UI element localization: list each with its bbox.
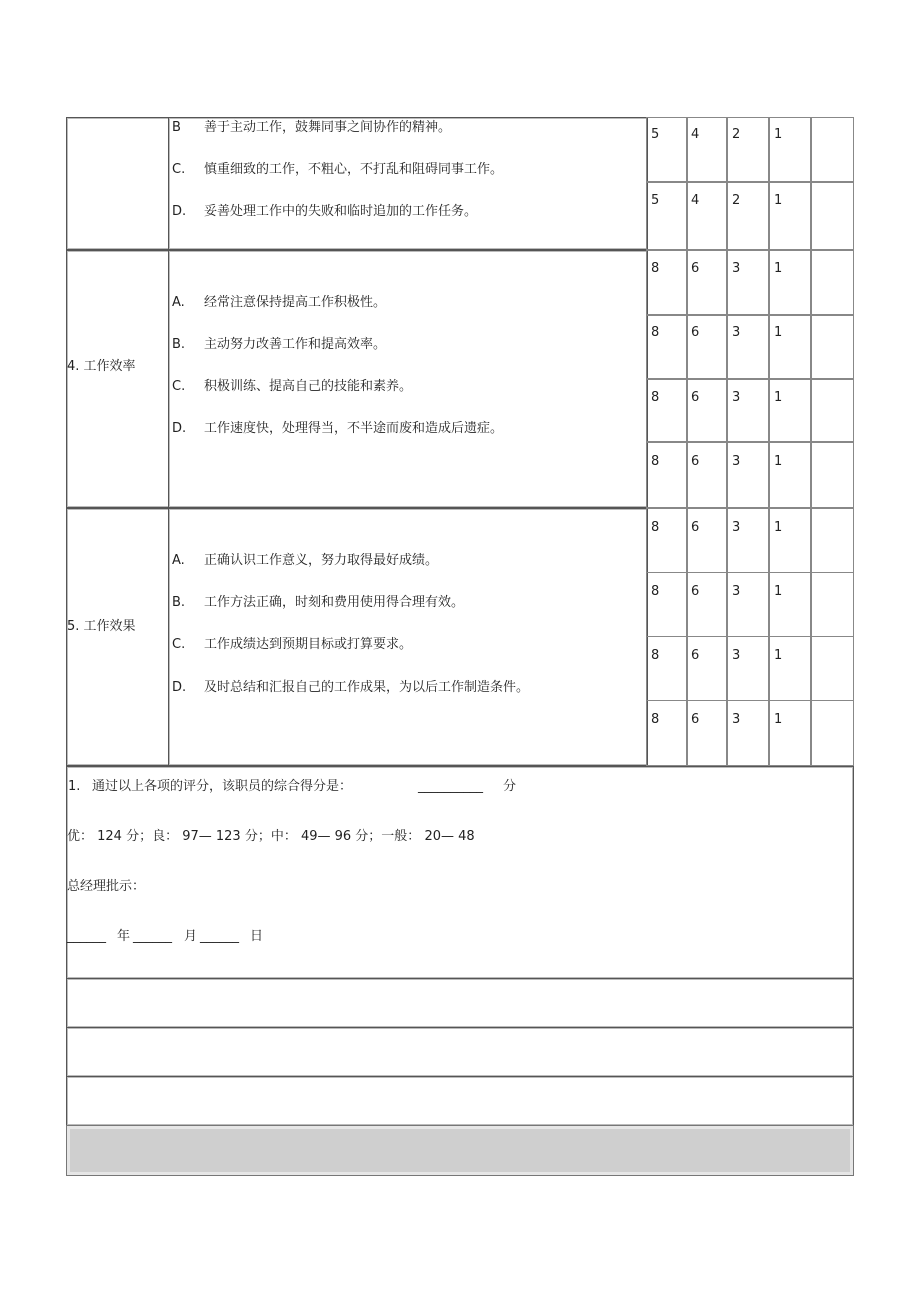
- summary-score-blank: __________: [418, 779, 483, 794]
- date-year-label: 年: [117, 929, 131, 944]
- score-value: 1: [774, 584, 783, 599]
- score-cell: [726, 441, 770, 508]
- summary-score-unit: 分: [503, 779, 517, 794]
- score-cell: [646, 441, 688, 508]
- score-value: 6: [691, 712, 700, 727]
- grading-scale: 优： 124 分；良： 97— 123 分；中： 49— 96 分；一般： 20— 48: [67, 829, 475, 844]
- score-value: 6: [691, 454, 700, 469]
- score-cell: [810, 508, 854, 573]
- score-cell: [768, 250, 812, 315]
- score-cell: [686, 250, 728, 315]
- score-value: 6: [691, 584, 700, 599]
- score-cell: [768, 636, 812, 701]
- score-cell: [810, 250, 854, 315]
- section5-item-a-letter: A.: [172, 553, 185, 568]
- score-cell: [646, 636, 688, 701]
- section5-item-c-letter: C.: [172, 637, 186, 652]
- score-cell: [686, 441, 728, 508]
- approval-label: 总经理批示：: [67, 879, 146, 894]
- score-cell: [726, 508, 770, 573]
- score-value: 1: [774, 193, 783, 208]
- score-value: 1: [774, 127, 783, 142]
- empty-row: [66, 1076, 854, 1126]
- score-cell: [726, 636, 770, 701]
- score-cell: [686, 572, 728, 637]
- score-cell: [810, 700, 854, 766]
- section3-item-c-letter: C.: [172, 162, 186, 177]
- section5-item-c-text: 工作成绩达到预期目标或打算要求。: [204, 637, 413, 652]
- score-value: 8: [651, 454, 660, 469]
- score-value: 8: [651, 712, 660, 727]
- section5-item-a-text: 正确认识工作意义，努力取得最好成绩。: [204, 553, 439, 568]
- date-month-blank: ______: [133, 929, 172, 944]
- score-value: 6: [691, 648, 700, 663]
- section5-label: 5. 工作效果: [67, 619, 136, 634]
- section5-item-d-letter: D.: [172, 680, 187, 695]
- score-value: 3: [732, 584, 741, 599]
- score-value: 8: [651, 648, 660, 663]
- section4-label: 4. 工作效率: [67, 359, 136, 374]
- score-cell: [810, 636, 854, 701]
- score-cell: [768, 700, 812, 766]
- score-value: 4: [691, 127, 700, 142]
- section5-item-d-text: 及时总结和汇报自己的工作成果，为以后工作制造条件。: [204, 680, 530, 695]
- score-cell: [726, 572, 770, 637]
- score-value: 4: [691, 193, 700, 208]
- score-value: 8: [651, 261, 660, 276]
- score-value: 1: [774, 261, 783, 276]
- section3-item-b-letter: B: [172, 120, 181, 135]
- score-cell: [726, 250, 770, 315]
- score-value: 1: [774, 325, 783, 340]
- empty-row: [66, 1027, 854, 1077]
- section4-item-b-letter: B.: [172, 337, 186, 352]
- score-cell: [726, 700, 770, 766]
- score-cell: [810, 315, 854, 380]
- score-value: 5: [651, 193, 660, 208]
- score-value: 5: [651, 127, 660, 142]
- summary-item-number: 1.: [68, 779, 81, 794]
- section3-item-b-text: 善于主动工作，鼓舞同事之间协作的精神。: [204, 120, 452, 135]
- date-year-blank: ______: [67, 929, 106, 944]
- score-cell: [646, 508, 688, 573]
- score-value: 8: [651, 325, 660, 340]
- score-cell: [686, 378, 728, 443]
- section4-item-c-letter: C.: [172, 379, 186, 394]
- score-value: 6: [691, 325, 700, 340]
- footer-band: [66, 1125, 854, 1176]
- score-cell: [768, 378, 812, 443]
- score-cell: [686, 700, 728, 766]
- score-value: 8: [651, 390, 660, 405]
- score-value: 3: [732, 390, 741, 405]
- score-cell: [768, 441, 812, 508]
- score-cell: [810, 572, 854, 637]
- score-cell: [646, 378, 688, 443]
- section4-item-b-text: 主动努力改善工作和提高效率。: [204, 337, 387, 352]
- score-cell: [810, 117, 854, 182]
- score-value: 2: [732, 193, 741, 208]
- section4-item-d-text: 工作速度快，处理得当，不半途而废和造成后遗症。: [204, 421, 504, 436]
- score-value: 1: [774, 520, 783, 535]
- score-cell: [768, 572, 812, 637]
- section4-item-a-text: 经常注意保持提高工作积极性。: [204, 295, 387, 310]
- date-day-label: 日: [250, 929, 264, 944]
- score-value: 3: [732, 712, 741, 727]
- score-cell: [686, 636, 728, 701]
- score-value: 2: [732, 127, 741, 142]
- score-value: 1: [774, 454, 783, 469]
- score-cell: [686, 508, 728, 573]
- date-month-label: 月: [184, 929, 198, 944]
- section3-label-cell: [66, 117, 170, 250]
- score-value: 6: [691, 261, 700, 276]
- score-value: 1: [774, 648, 783, 663]
- section4-label-cell: [66, 250, 170, 508]
- section3-criteria-cell: [168, 117, 648, 250]
- score-cell: [810, 182, 854, 250]
- score-value: 3: [732, 454, 741, 469]
- section5-item-b-letter: B.: [172, 595, 186, 610]
- score-value: 8: [651, 584, 660, 599]
- score-cell: [646, 700, 688, 766]
- score-value: 1: [774, 390, 783, 405]
- score-value: 1: [774, 712, 783, 727]
- section3-item-d-letter: D.: [172, 204, 187, 219]
- score-value: 3: [732, 261, 741, 276]
- summary-cell: [66, 766, 854, 979]
- section5-label-cell: [66, 508, 170, 766]
- score-value: 8: [651, 520, 660, 535]
- section4-item-a-letter: A.: [172, 295, 185, 310]
- score-value: 3: [732, 520, 741, 535]
- date-day-blank: ______: [200, 929, 239, 944]
- section4-item-d-letter: D.: [172, 421, 187, 436]
- score-cell: [768, 508, 812, 573]
- score-value: 6: [691, 390, 700, 405]
- section3-item-d-text: 妥善处理工作中的失败和临时追加的工作任务。: [204, 204, 478, 219]
- score-cell: [810, 441, 854, 508]
- score-value: 6: [691, 520, 700, 535]
- empty-row: [66, 978, 854, 1028]
- score-cell: [810, 378, 854, 443]
- section5-item-b-text: 工作方法正确，时刻和费用使用得合理有效。: [204, 595, 465, 610]
- summary-score-question: 通过以上各项的评分，该职员的综合得分是：: [92, 779, 353, 794]
- score-cell: [646, 572, 688, 637]
- score-cell: [646, 250, 688, 315]
- section3-item-c-text: 慎重细致的工作，不粗心，不打乱和阻碍同事工作。: [204, 162, 504, 177]
- section4-item-c-text: 积极训练、提高自己的技能和素养。: [204, 379, 413, 394]
- score-value: 3: [732, 648, 741, 663]
- score-cell: [726, 378, 770, 443]
- score-value: 3: [732, 325, 741, 340]
